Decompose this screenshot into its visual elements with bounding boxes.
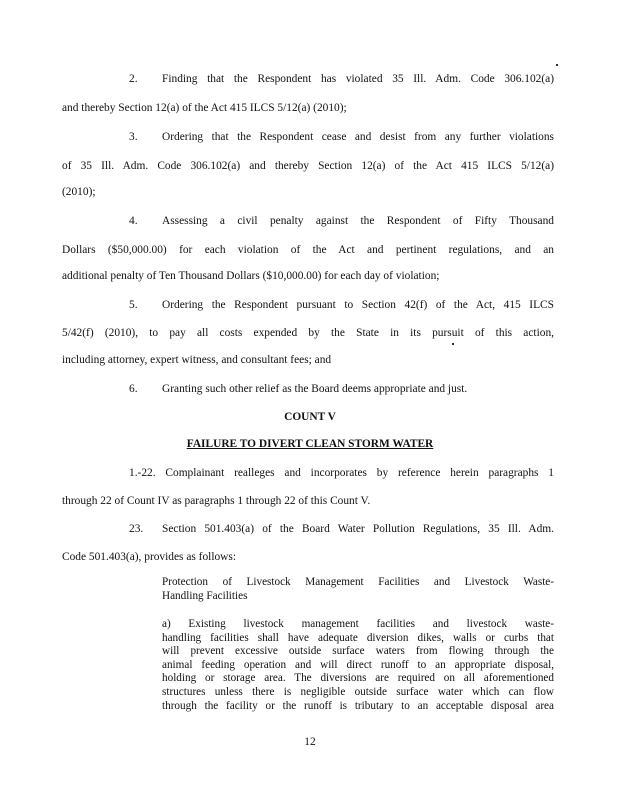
paragraph-line: 1.-22. Complainant realleges and incorporates by reference herein paragraphs 1 (129, 467, 554, 479)
item-number: 2. (129, 73, 138, 85)
item-line: 5/42(f) (2010), to pay all costs expended by the State in its pursuit of this action, (62, 327, 554, 339)
count-heading: COUNT V (284, 411, 336, 423)
quote-body-line: a) Existing livestock management facilities and livestock waste- (162, 618, 554, 630)
paragraph-line: through 22 of Count IV as paragraphs 1 through 22 of this Count V. (62, 495, 371, 507)
item-line: Finding that the Respondent has violated 35 Ill. Adm. Code 306.102(a) (162, 73, 554, 85)
count-title-text: FAILURE TO DIVERT CLEAN STORM WATER (186, 438, 434, 450)
item-line: Dollars ($50,000.00) for each violation of the Act and pertinent regulations, and an (62, 244, 554, 256)
quote-body-line: will prevent excessive outside surface waters from flowing through the (162, 645, 554, 658)
scan-speck (452, 343, 454, 345)
item-line: (2010); (62, 186, 96, 198)
quote-body-line: handling facilities shall have adequate diversion dikes, walls or curbs that (162, 631, 554, 644)
scan-speck (556, 64, 558, 66)
paragraph-line: Code 501.403(a), provides as follows: (62, 551, 236, 563)
item-line: Ordering that the Respondent cease and desist from any further violations (162, 131, 554, 143)
quote-body (162, 618, 554, 713)
item-number: 4. (129, 215, 138, 227)
quote-body-line: holding or storage area. The diversions are required on all aforementioned (162, 672, 554, 685)
item-number: 3. (129, 131, 138, 143)
item-line: Granting such other relief as the Board deems appropriate and just. (162, 383, 468, 395)
quote-body-line: through the facility or the runoff is tributary to an acceptable disposal area (162, 699, 554, 712)
quote-body-line: structures unless there is negligible outside surface water which can flow (162, 685, 554, 698)
count-title (0, 437, 620, 451)
paragraph-number: 23. (129, 523, 144, 535)
item-number: 5. (129, 299, 138, 311)
item-number: 6. (129, 383, 138, 395)
quote-title-line: Handling Facilities (162, 589, 248, 602)
quote-title (162, 576, 554, 603)
paragraph-line: Section 501.403(a) of the Board Water Pollution Regulations, 35 Ill. Adm. (162, 523, 554, 535)
item-line: Assessing a civil penalty against the Respondent of Fifty Thousand (162, 215, 554, 227)
quote-body-line: animal feeding operation and will direct runoff to an appropriate disposal, (162, 658, 554, 671)
item-line: Ordering the Respondent pursuant to Section 42(f) of the Act, 415 ILCS (162, 299, 554, 311)
item-line: including attorney, expert witness, and consultant fees; and (62, 354, 332, 366)
item-line: of 35 Ill. Adm. Code 306.102(a) and thereby Section 12(a) of the Act 415 ILCS 5/12(a) (62, 160, 554, 172)
item-line: additional penalty of Ten Thousand Dollars ($10,000.00) for each day of violation; (62, 270, 440, 282)
quote-title-line: Protection of Livestock Management Facilities and Livestock Waste- (162, 576, 554, 588)
page-number: 12 (304, 736, 316, 748)
item-line: and thereby Section 12(a) of the Act 415 ILCS 5/12(a) (2010); (62, 102, 347, 114)
